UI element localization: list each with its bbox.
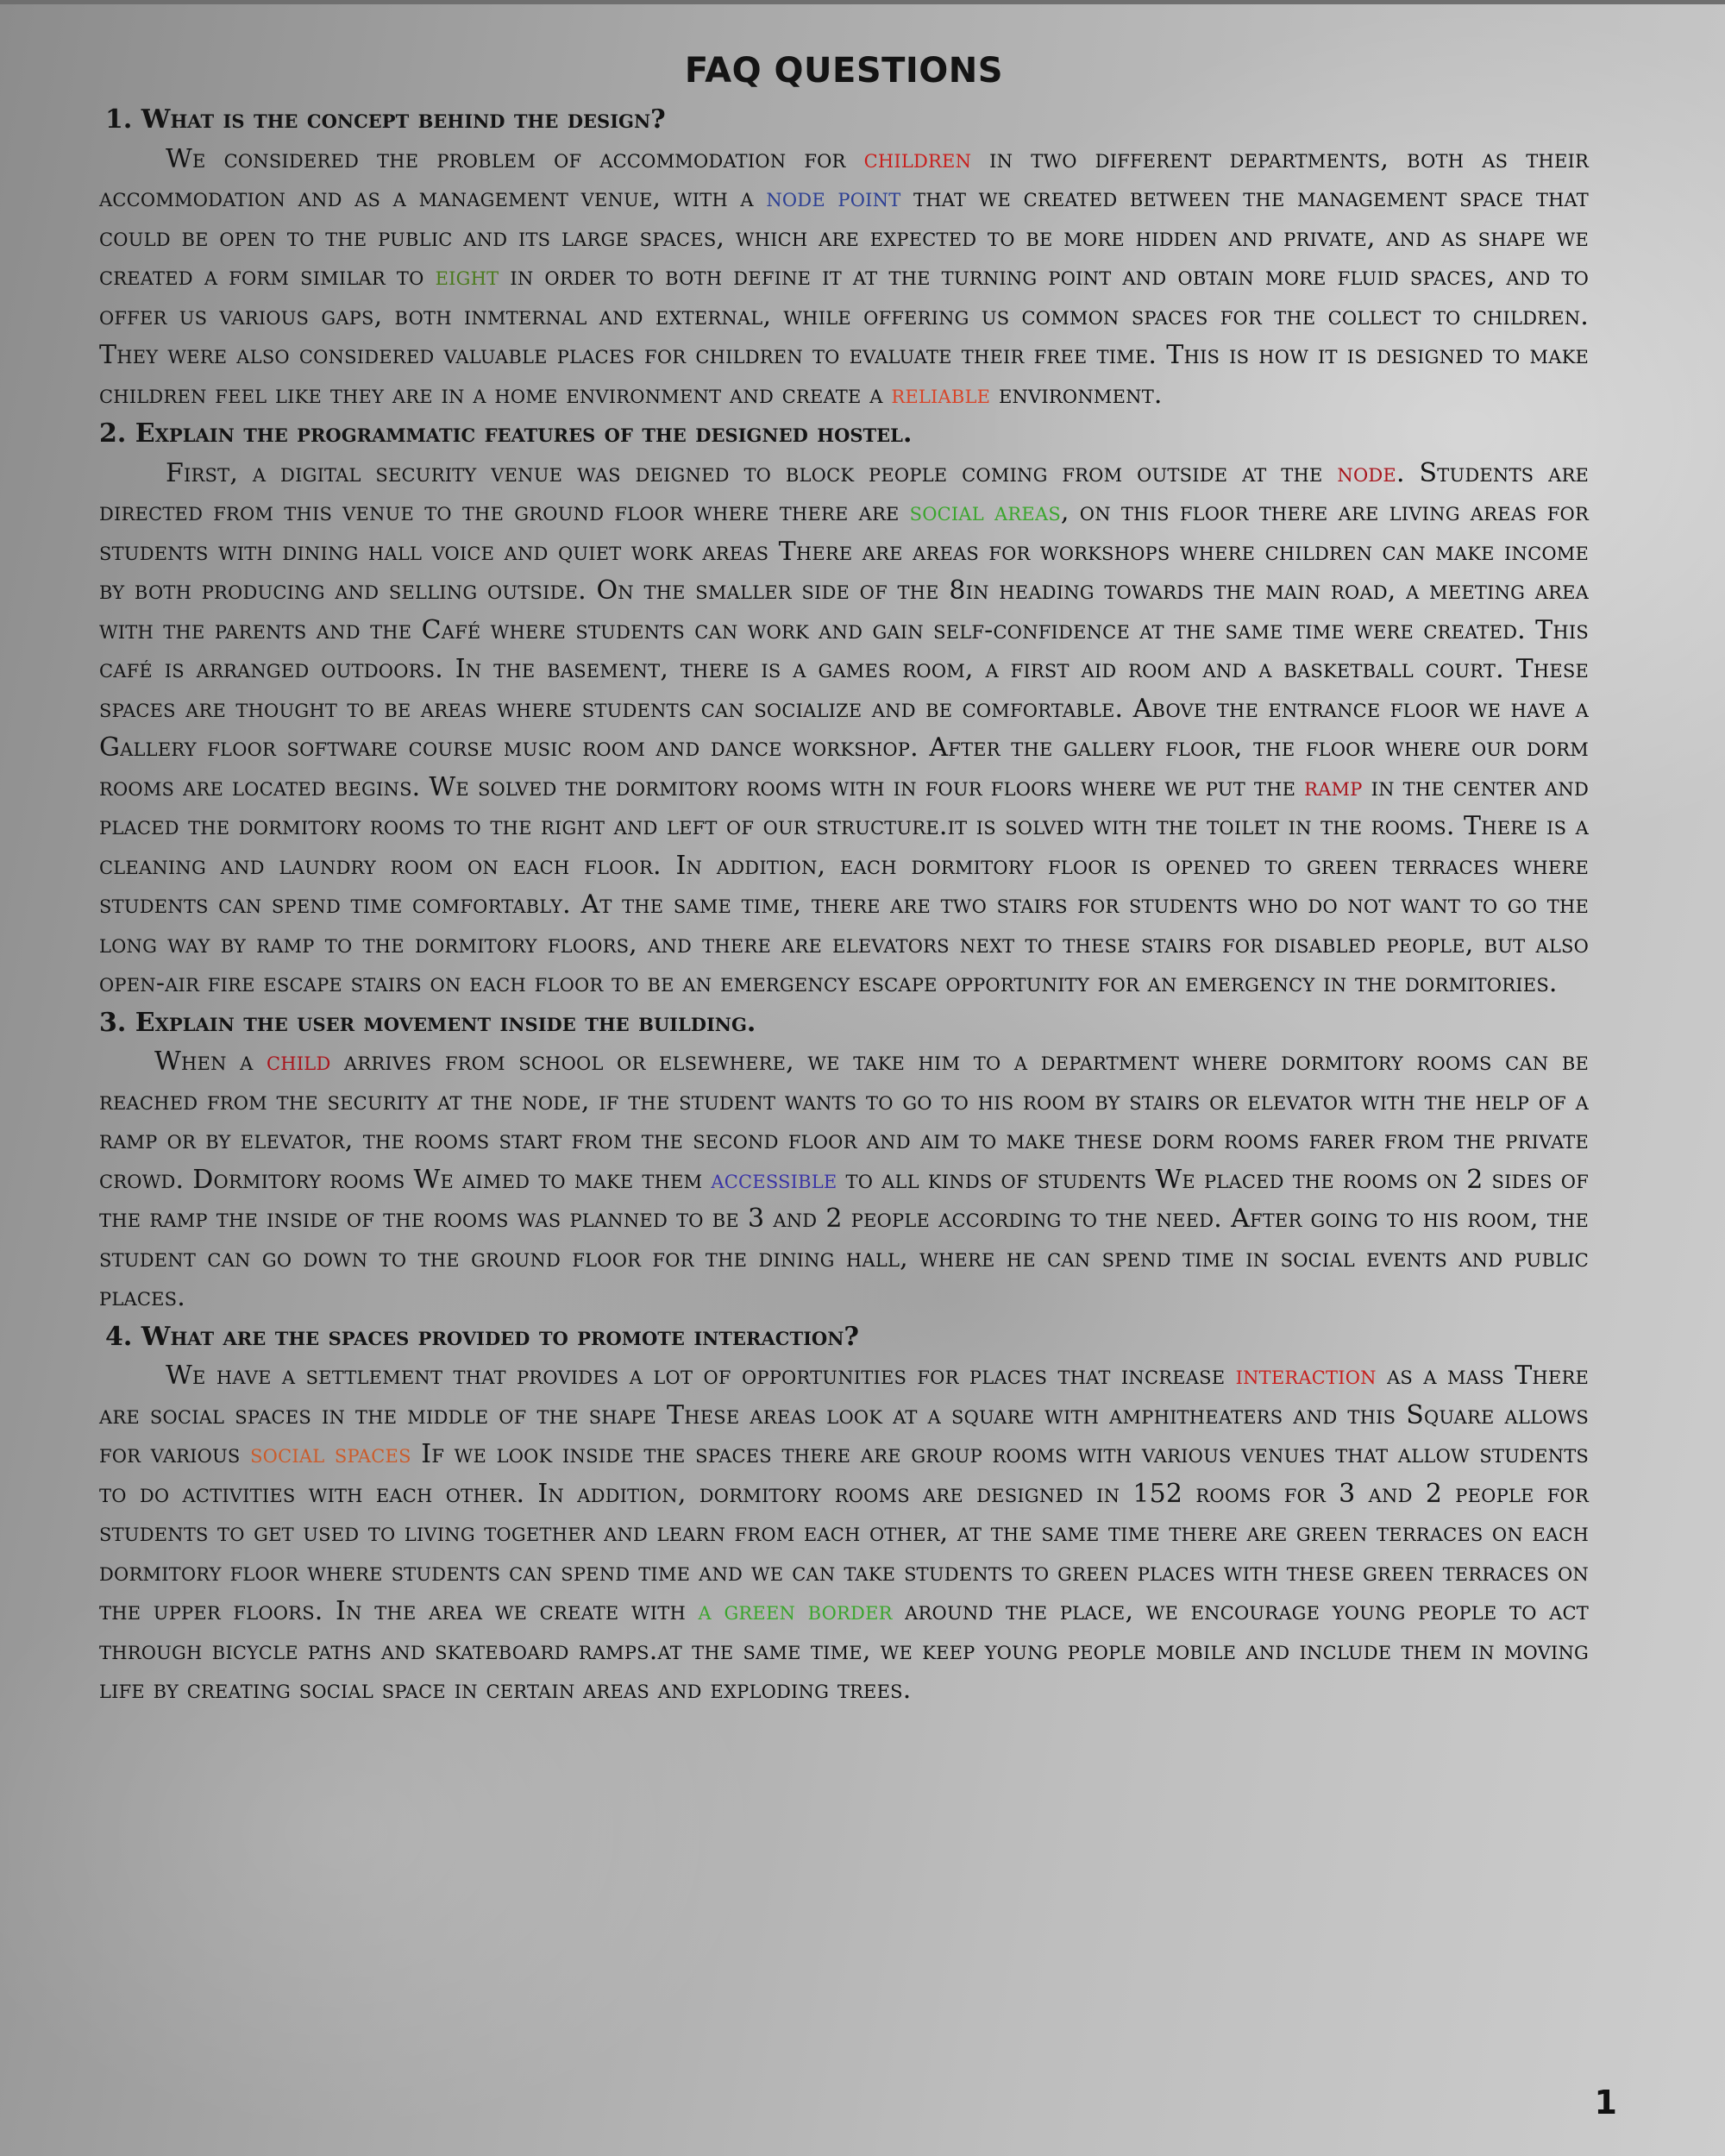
answer-text: First, a digital security venue was deigned to block people coming from outside at the	[166, 457, 1338, 488]
answer-text: , on this floor there are living areas for students with dining hall voice and quiet work areas There are areas for workshops where children can make income by both producing and selling outside. On the smaller side of the 8in heading towards the main road, a meeting area with the parents and the Café where students can work and gain self-confidence at the same time were created. This café is arranged outdoors. In the basement, there is a games room, a first aid room and a basketball court. These spaces are thought to be areas where students can socialize and be comfortable. Above the entrance floor we have a Gallery floor software course music room and dance workshop. After the gallery floor, the floor where our dorm rooms are located begins. We solved the dormitory rooms with in four floors where we put the	[99, 497, 1589, 802]
answer-text: We considered the problem of accommodation for	[166, 143, 864, 174]
faq-question-3	[99, 1003, 1589, 1317]
highlight-term: ramp	[1304, 771, 1363, 802]
answer-text: around the place, we encourage young people to act through bicycle paths and skateboard ramps.at the same time, we keep young people mobile and include them in moving life by creating social space in certain areas and exploding trees.	[99, 1596, 1589, 1705]
answer-text: to all kinds of students We placed the rooms on 2 sides of the ramp the inside of the rooms was planned to be 3 and 2 people according to the need. After going to his room, the student can go down to the ground floor for the dining hall, where he can spend time in social events and public places.	[99, 1164, 1590, 1312]
answer-paragraph	[99, 1042, 1589, 1317]
answer-text: in the center and placed the dormitory rooms to the right and left of our structure.it is solved with the toilet in the rooms. There is a cleaning and laundry room on each floor. In addition, each dormitory floor is opened to green terraces where students can spend time comfortably. At the same time, there are two stairs for students who do not want to go the long way by ramp to the dormitory floors, and there are elevators next to these stairs for disabled people, but also open-air fire escape stairs on each floor to be an emergency escape opportunity for an emergency in the dormitories.	[99, 771, 1589, 998]
faq-question-1	[99, 100, 1589, 414]
answer-text: in two different departments, both as their accommodation and as a management venue, with a	[99, 143, 1589, 213]
answer-paragraph	[99, 140, 1589, 415]
page-number: 1	[1594, 2084, 1617, 2121]
highlight-term: interaction	[1235, 1361, 1377, 1391]
answer-text: that we created between the management space that could be open to the public and its large spaces, which are expected to be more hidden and private, and as shape we created a form similar to	[99, 183, 1589, 292]
answer-text: as a mass There are social spaces in the middle of the shape These areas look at a square with amphitheaters and this Square allows for various	[99, 1361, 1589, 1469]
question-heading: 1. What is the concept behind the design?	[105, 104, 666, 135]
question-heading: 3. Explain the user movement inside the building.	[99, 1007, 756, 1038]
answer-text: . Students are directed from this venue to the ground floor where there are	[99, 457, 1589, 527]
question-heading: 2. Explain the programmatic features of the designed hostel.	[99, 418, 913, 449]
answer-paragraph	[99, 1356, 1589, 1710]
highlight-term: eight	[435, 261, 499, 292]
faq-question-4	[99, 1317, 1589, 1710]
highlight-term: child	[267, 1047, 331, 1077]
answer-text: environment.	[990, 379, 1163, 410]
answer-text: We have a settlement that provides a lot of opportunities for places that increase	[166, 1361, 1236, 1391]
top-border-rule	[0, 0, 1725, 4]
highlight-term: social spaces	[250, 1439, 411, 1469]
faq-question-2	[99, 414, 1589, 1003]
answer-text: If we look inside the spaces there are group rooms with various venues that allow students to do activities with each other. In addition, dormitory rooms are designed in 152 rooms for 3 and 2 people for students to get used to living together and learn from each other, at the same time there are green terraces on each dormitory floor where students can spend time and we can take students to green places with these green terraces on the upper floors. In the area we create with	[99, 1439, 1589, 1626]
faq-page	[99, 45, 1589, 1710]
question-heading: 4. What are the spaces provided to promote interaction?	[105, 1321, 859, 1352]
highlight-term: social areas	[909, 497, 1061, 527]
highlight-term: children	[863, 143, 972, 174]
highlight-term: node	[1337, 457, 1396, 488]
answer-text: arrives from school or elsewhere, we take him to a department where dormitory rooms can be reached from the security at the node, if the student wants to go to his room by stairs or elevator with the help of a ramp or by elevator, the rooms start from the second floor and aim to make these dorm rooms farer from the private crowd. Dormitory rooms We aimed to make them	[99, 1047, 1589, 1195]
highlight-term: reliable	[891, 379, 991, 410]
answer-text: When a	[154, 1047, 267, 1077]
answer-paragraph	[99, 454, 1589, 1003]
highlight-term: node point	[766, 183, 901, 213]
highlight-term: a green border	[698, 1596, 893, 1626]
page-title: FAQ QUESTIONS	[684, 51, 1004, 91]
answer-text: in order to both define it at the turning point and obtain more fluid spaces, and to offer us various gaps, both inmternal and external, while offering us common spaces for the collect to children. They were also considered valuable places for children to evaluate their free time. This is how it is designed to make children feel like they are in a home environment and create a	[99, 261, 1589, 410]
highlight-term: accessible	[711, 1164, 837, 1195]
